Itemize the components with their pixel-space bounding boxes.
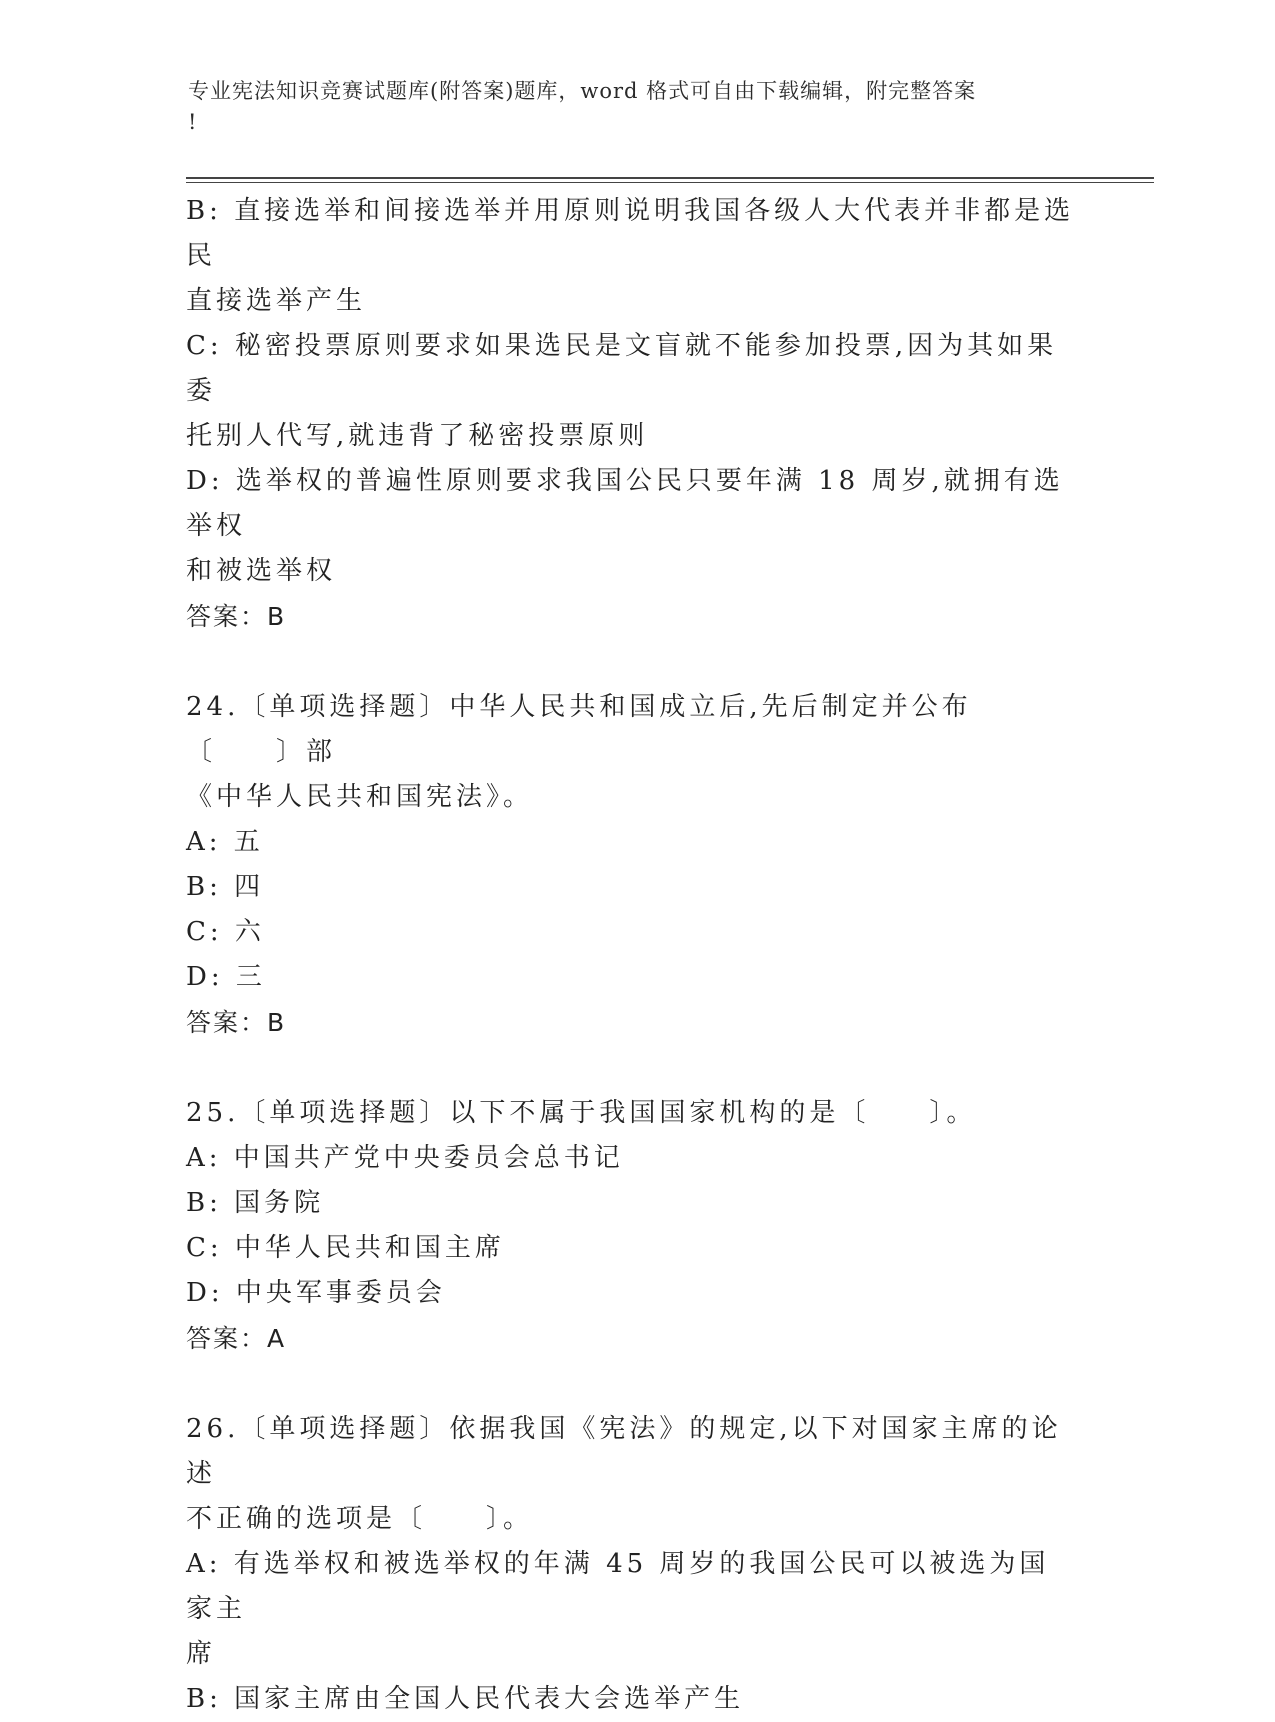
option-a: A: 五 — [186, 827, 264, 857]
answer-line: 答案：B — [186, 602, 287, 631]
header-divider-thin — [186, 182, 1154, 183]
header-title-line1: 专业宪法知识竞赛试题库(附答案)题库，word 格式可自由下载编辑，附完整答案 — [188, 79, 977, 103]
question-stem-line2: 《中华人民共和国宪法》。 — [186, 782, 534, 812]
answer-line: 答案：A — [186, 1324, 287, 1353]
option-d-line2: 和被选举权 — [186, 556, 337, 586]
option-c-line1: C: 秘密投票原则要求如果选民是文盲就不能参加投票,因为其如果委 — [186, 331, 1058, 406]
option-d: D: 中央军事委员会 — [186, 1278, 446, 1308]
answer-line: 答案：B — [186, 1008, 287, 1037]
option-c: C: 中华人民共和国主席 — [186, 1233, 505, 1263]
question-25 — [186, 1091, 1076, 1361]
question-26 — [186, 1407, 1076, 1722]
option-b: B: 国务院 — [186, 1188, 325, 1218]
question-stem-line2: 不正确的选项是〔 〕。 — [186, 1504, 534, 1534]
header-title-line2: ! — [188, 110, 198, 134]
header-divider-thick — [186, 177, 1154, 179]
option-d: D: 三 — [186, 962, 266, 992]
option-d-line1: D: 选举权的普遍性原则要求我国公民只要年满 18 周岁,就拥有选举权 — [186, 466, 1064, 541]
question-24 — [186, 685, 1076, 1045]
option-b: B: 国家主席由全国人民代表大会选举产生 — [186, 1684, 745, 1714]
option-a-line1: A: 有选举权和被选举权的年满 45 周岁的我国公民可以被选为国家主 — [186, 1549, 1050, 1624]
option-c-line2: 托别人代写,就违背了秘密投票原则 — [186, 421, 649, 451]
option-b-line1: B: 直接选举和间接选举并用原则说明我国各级人大代表并非都是选民 — [186, 196, 1075, 271]
question-stem-line1: 26.〔单项选择题〕依据我国《宪法》的规定,以下对国家主席的论述 — [186, 1414, 1062, 1489]
option-a-line2: 席 — [186, 1639, 217, 1669]
document-body — [186, 189, 1076, 1722]
document-header — [188, 76, 1068, 138]
option-b-line2: 直接选举产生 — [186, 286, 367, 316]
question-stem-line1: 25.〔单项选择题〕以下不属于我国国家机构的是〔 〕。 — [186, 1098, 977, 1128]
option-b: B: 四 — [186, 872, 265, 902]
question-stem-line1: 24.〔单项选择题〕中华人民共和国成立后,先后制定并公布〔 〕部 — [186, 692, 972, 767]
option-c: C: 六 — [186, 917, 265, 947]
prev-question — [186, 189, 1076, 639]
option-a: A: 中国共产党中央委员会总书记 — [186, 1143, 624, 1173]
